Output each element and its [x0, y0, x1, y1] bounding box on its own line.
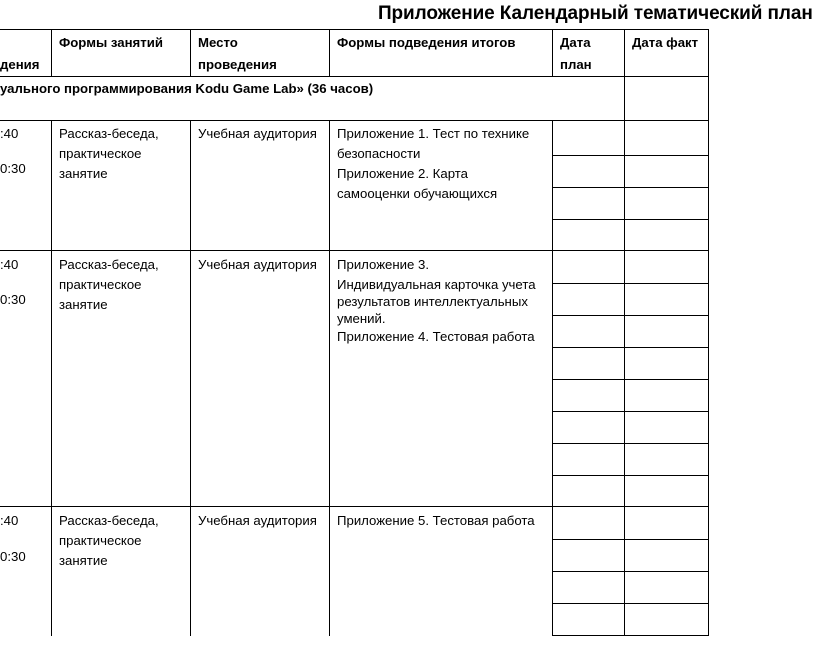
block-time-start: :40	[0, 126, 19, 141]
date-row-line	[552, 347, 709, 348]
block-forms-line: занятие	[59, 297, 108, 312]
block-forms-line: Рассказ-беседа,	[59, 513, 159, 528]
header-place-line1: Место	[198, 35, 238, 50]
block-place: Учебная аудитория	[198, 257, 317, 272]
block-forms-line: практическое	[59, 277, 142, 292]
block-time-start: :40	[0, 257, 19, 272]
header-date-plan-line2: план	[560, 57, 592, 72]
block-forms-line: занятие	[59, 553, 108, 568]
date-row-line	[552, 443, 709, 444]
header-divider	[0, 76, 709, 77]
section-divider	[0, 120, 709, 121]
header-results: Формы подведения итогов	[337, 35, 516, 50]
col-line-place	[190, 120, 191, 636]
col-line-forms	[51, 29, 52, 76]
col-line-date-plan	[552, 29, 553, 76]
block-forms-line: занятие	[59, 166, 108, 181]
table-bottom-line	[552, 635, 709, 636]
table-border-right	[708, 29, 709, 636]
table-border-top	[0, 29, 709, 30]
date-row-line	[552, 603, 709, 604]
date-row-line	[552, 315, 709, 316]
col-line-results	[329, 29, 330, 76]
col-line-results	[329, 120, 330, 636]
col-line-date-fact	[624, 29, 625, 636]
block-results-line: Приложение 1. Тест по технике	[337, 126, 530, 141]
header-place-line2: проведения	[198, 57, 277, 72]
block-results-line: Приложение 4. Тестовая работа	[337, 329, 535, 344]
block-results-line: Приложение 2. Карта	[337, 166, 468, 181]
block-results-line: самооценки обучающихся	[337, 186, 498, 201]
col-line-forms	[51, 120, 52, 636]
block-results-line: Приложение 3.	[337, 257, 430, 272]
date-row-line	[552, 411, 709, 412]
block-divider	[0, 250, 709, 251]
header-forms: Формы занятий	[59, 35, 163, 50]
block-time-end: 0:30	[0, 292, 26, 307]
date-row-line	[552, 283, 709, 284]
block-results-line: Индивидуальная карточка учета	[337, 277, 536, 292]
block-place: Учебная аудитория	[198, 513, 317, 528]
block-time-end: 0:30	[0, 549, 26, 564]
section-title: уального программирования Kodu Game Lab» (36 часов)	[0, 81, 374, 96]
block-time-start: :40	[0, 513, 19, 528]
header-date-plan-line1: Дата	[560, 35, 591, 50]
block-results-line: результатов интеллектуальных	[337, 294, 528, 309]
date-row-line	[552, 187, 709, 188]
header-col0-line2: дения	[0, 57, 40, 72]
date-row-line	[552, 571, 709, 572]
header-date-fact: Дата факт	[632, 35, 699, 50]
block-results-line: умений.	[337, 311, 386, 326]
document-title: Приложение Календарный тематический план	[378, 3, 813, 24]
block-results-line: Приложение 5. Тестовая работа	[337, 513, 535, 528]
col-line-place	[190, 29, 191, 76]
block-forms-line: практическое	[59, 533, 142, 548]
block-results-line: безопасности	[337, 146, 421, 161]
date-row-line	[552, 475, 709, 476]
block-time-end: 0:30	[0, 161, 26, 176]
date-row-line	[552, 379, 709, 380]
date-row-line	[552, 539, 709, 540]
date-row-line	[552, 155, 709, 156]
block-forms-line: практическое	[59, 146, 142, 161]
block-place: Учебная аудитория	[198, 126, 317, 141]
block-forms-line: Рассказ-беседа,	[59, 126, 159, 141]
date-row-line	[552, 219, 709, 220]
block-divider	[0, 506, 709, 507]
block-forms-line: Рассказ-беседа,	[59, 257, 159, 272]
col-line-date-plan	[552, 120, 553, 636]
